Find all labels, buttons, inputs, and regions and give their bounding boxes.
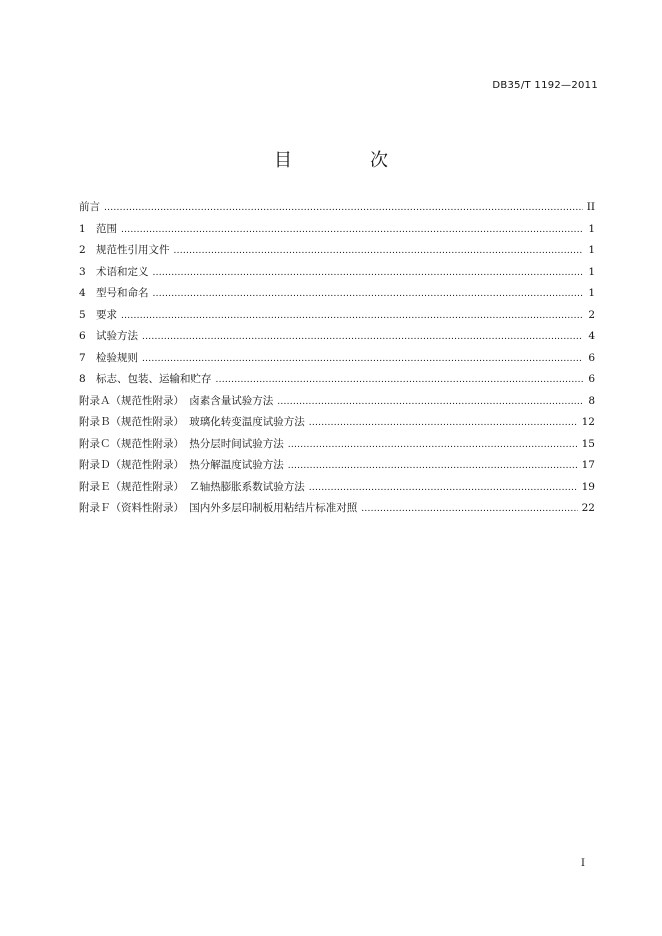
toc-entry-number: 6 <box>79 330 86 342</box>
toc-entry-test-methods[interactable] <box>79 328 595 350</box>
toc-entry-page: 6 <box>588 351 595 364</box>
toc-entry-page: 1 <box>588 222 595 235</box>
toc-entry-page: II <box>586 201 595 213</box>
dot-leader <box>309 479 578 497</box>
dot-leader <box>277 393 583 411</box>
toc-entry-foreword[interactable] <box>79 199 595 221</box>
toc-entry-label: 规范性引用文件 <box>96 244 170 256</box>
dot-leader <box>361 500 577 518</box>
toc-entry-appendix-a[interactable] <box>79 393 595 415</box>
toc-entry-requirements[interactable] <box>79 307 595 329</box>
dot-leader <box>288 457 578 475</box>
toc-entry-appendix-b[interactable] <box>79 414 595 436</box>
toc-entry-page: 1 <box>588 265 595 278</box>
document-code: DB35/T 1192—2011 <box>492 80 598 91</box>
dot-leader <box>142 328 583 346</box>
table-of-contents <box>79 199 595 522</box>
dot-leader <box>309 414 578 432</box>
toc-entry-label: 术语和定义 <box>96 265 149 278</box>
dot-leader <box>174 242 584 260</box>
toc-entry-label: 标志、包装、运输和贮存 <box>96 373 212 385</box>
toc-entry-label: 附录Ｂ（规范性附录） 玻璃化转变温度试验方法 <box>79 416 305 428</box>
toc-entry-appendix-e[interactable] <box>79 479 595 501</box>
toc-entry-page: 2 <box>588 308 595 321</box>
toc-entry-normative-references[interactable] <box>79 242 595 264</box>
dot-leader <box>104 199 583 217</box>
toc-entry-label: 附录Ｆ（资料性附录） 国内外多层印制板用粘结片标准对照 <box>79 502 358 514</box>
toc-entry-label: 检验规则 <box>96 351 138 364</box>
toc-entry-marking-packaging[interactable] <box>79 371 595 393</box>
toc-entry-model-naming[interactable] <box>79 285 595 307</box>
dot-leader <box>153 264 584 282</box>
toc-entry-terms-definitions[interactable] <box>79 264 595 286</box>
dot-leader <box>121 221 583 239</box>
dot-leader <box>153 285 584 303</box>
toc-entry-number: 3 <box>79 265 86 278</box>
toc-entry-page: 1 <box>588 244 595 256</box>
toc-entry-number: 2 <box>79 244 86 256</box>
dot-leader <box>142 350 583 368</box>
toc-entry-label: 附录Ｅ（规范性附录） Ｚ轴热膨胀系数试验方法 <box>79 480 305 493</box>
toc-entry-label: 范围 <box>96 222 117 235</box>
toc-entry-page: 1 <box>588 287 595 299</box>
dot-leader <box>288 436 578 454</box>
toc-entry-page: 17 <box>581 459 595 471</box>
toc-entry-number: 4 <box>79 287 86 299</box>
toc-entry-inspection-rules[interactable] <box>79 350 595 372</box>
toc-entry-label: 前言 <box>79 201 100 213</box>
toc-entry-page: 12 <box>581 416 595 428</box>
toc-entry-label: 要求 <box>96 308 117 321</box>
toc-entry-scope[interactable] <box>79 221 595 243</box>
toc-entry-number: 8 <box>79 373 86 385</box>
toc-entry-page: 22 <box>581 502 595 514</box>
toc-entry-appendix-d[interactable] <box>79 457 595 479</box>
toc-entry-appendix-c[interactable] <box>79 436 595 458</box>
toc-entry-label: 附录Ａ（规范性附录） 卤素含量试验方法 <box>79 394 274 407</box>
toc-entry-page: 15 <box>581 437 595 450</box>
toc-entry-label: 附录Ｃ（规范性附录） 热分层时间试验方法 <box>79 437 284 450</box>
toc-entry-appendix-f[interactable] <box>79 500 595 522</box>
toc-entry-page: 6 <box>588 373 595 385</box>
toc-entry-label: 试验方法 <box>96 330 138 342</box>
toc-entry-label: 型号和命名 <box>96 287 149 299</box>
toc-entry-number: 5 <box>79 308 86 321</box>
dot-leader <box>121 307 583 325</box>
page-number: I <box>581 858 585 869</box>
toc-entry-number: 7 <box>79 351 86 364</box>
toc-entry-page: 8 <box>588 394 595 407</box>
dot-leader <box>216 371 584 389</box>
toc-title: 目 次 <box>274 150 418 171</box>
toc-entry-label: 附录Ｄ（规范性附录） 热分解温度试验方法 <box>79 459 284 471</box>
toc-entry-number: 1 <box>79 222 86 235</box>
toc-entry-page: 19 <box>581 480 595 493</box>
toc-entry-page: 4 <box>588 330 595 342</box>
